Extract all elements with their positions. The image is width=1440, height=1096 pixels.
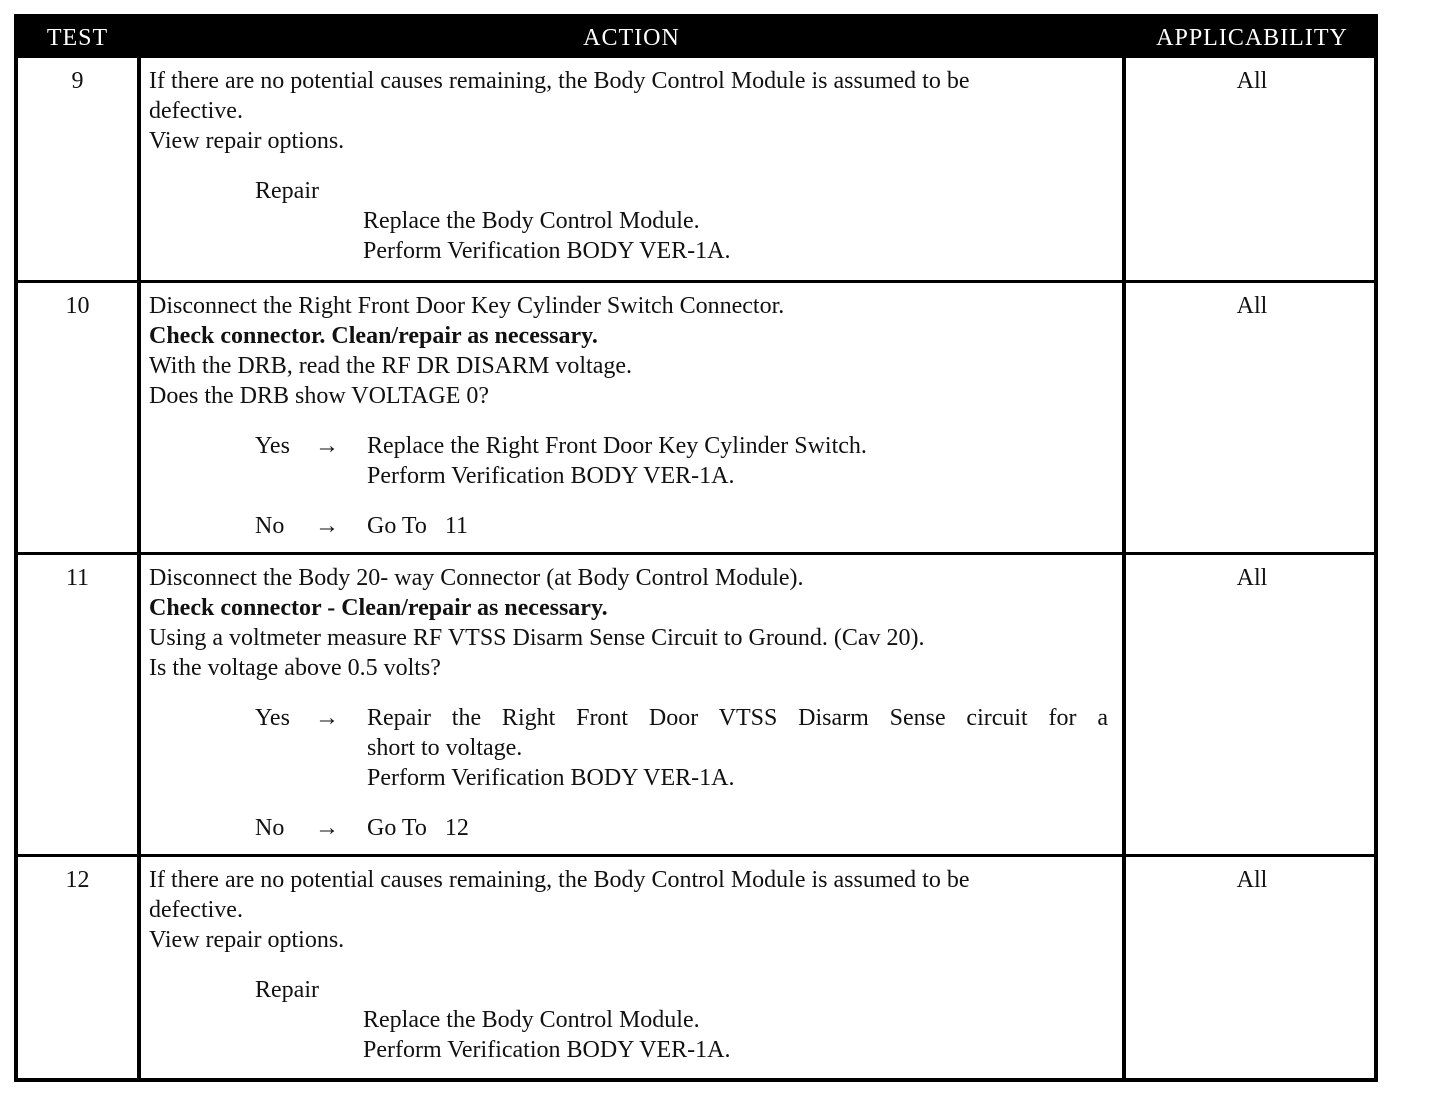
header-action: ACTION bbox=[141, 18, 1122, 58]
goto-text: Go To 12 bbox=[367, 815, 469, 841]
yes-label: Yes bbox=[255, 433, 290, 459]
action-line: If there are no potential causes remaining, the Body Control Module is assumed to be bbox=[149, 867, 970, 893]
repair-label: Repair bbox=[255, 178, 319, 204]
repair-option bbox=[149, 975, 1114, 1065]
action-line: View repair options. bbox=[149, 128, 345, 154]
action-line: Disconnect the Body 20- way Connector (at Body Control Module). bbox=[149, 565, 804, 591]
applicability-value: All bbox=[1236, 68, 1268, 94]
repair-label: Repair bbox=[255, 977, 319, 1003]
action-line: Disconnect the Right Front Door Key Cylinder Switch Connector. bbox=[149, 293, 785, 319]
test-number: 9 bbox=[71, 68, 84, 94]
yes-step: Perform Verification BODY VER-1A. bbox=[367, 765, 735, 791]
yes-step: Replace the Right Front Door Key Cylinder Switch. bbox=[367, 433, 867, 459]
repair-option bbox=[149, 176, 1114, 266]
arrow-right-icon: → bbox=[315, 705, 339, 731]
action-cell bbox=[141, 854, 1122, 1078]
action-line-bold: Check connector - Clean/repair as necessary. bbox=[149, 595, 608, 621]
action-line: Is the voltage above 0.5 volts? bbox=[149, 655, 441, 681]
goto-text: Go To 11 bbox=[367, 513, 468, 539]
action-line: Does the DRB show VOLTAGE 0? bbox=[149, 383, 490, 409]
test-number: 12 bbox=[18, 854, 137, 1078]
arrow-right-icon: → bbox=[315, 513, 339, 539]
action-line: With the DRB, read the RF DR DISARM voltage. bbox=[149, 353, 632, 379]
no-label: No bbox=[255, 815, 285, 841]
header-applicability: APPLICABILITY bbox=[1126, 18, 1378, 58]
action-line: If there are no potential causes remaining, the Body Control Module is assumed to be bbox=[149, 68, 970, 94]
arrow-right-icon: → bbox=[315, 433, 339, 459]
yes-step: short to voltage. bbox=[367, 735, 523, 761]
action-cell bbox=[141, 58, 1122, 280]
header-test: TEST bbox=[18, 18, 137, 58]
action-line-bold: Check connector. Clean/repair as necessary. bbox=[149, 323, 598, 349]
no-option bbox=[149, 511, 1114, 541]
yes-label: Yes bbox=[255, 705, 290, 731]
yes-step: Repair the Right Front Door VTSS Disarm Sense circuit for a bbox=[367, 705, 1108, 731]
action-line: View repair options. bbox=[149, 927, 345, 953]
repair-step: Replace the Body Control Module. bbox=[363, 1007, 700, 1033]
applicability-value: All bbox=[1126, 854, 1378, 1078]
arrow-right-icon: → bbox=[315, 815, 339, 841]
action-line: defective. bbox=[149, 98, 243, 124]
yes-option bbox=[149, 431, 1114, 491]
repair-step: Perform Verification BODY VER-1A. bbox=[363, 238, 731, 264]
action-cell bbox=[141, 552, 1122, 854]
applicability-value: All bbox=[1126, 280, 1378, 552]
applicability-value: All bbox=[1126, 552, 1378, 854]
action-line: Using a voltmeter measure RF VTSS Disarm Sense Circuit to Ground. (Cav 20). bbox=[149, 625, 925, 651]
action-line: defective. bbox=[149, 897, 243, 923]
yes-option bbox=[149, 703, 1114, 793]
test-number: 10 bbox=[18, 280, 137, 552]
no-label: No bbox=[255, 513, 285, 539]
yes-step: Perform Verification BODY VER-1A. bbox=[367, 463, 735, 489]
repair-step: Replace the Body Control Module. bbox=[363, 208, 700, 234]
diagnostic-table bbox=[14, 14, 1378, 1082]
action-cell bbox=[141, 280, 1122, 552]
no-option bbox=[149, 813, 1114, 843]
test-number: 11 bbox=[18, 552, 137, 854]
repair-step: Perform Verification BODY VER-1A. bbox=[363, 1037, 731, 1063]
